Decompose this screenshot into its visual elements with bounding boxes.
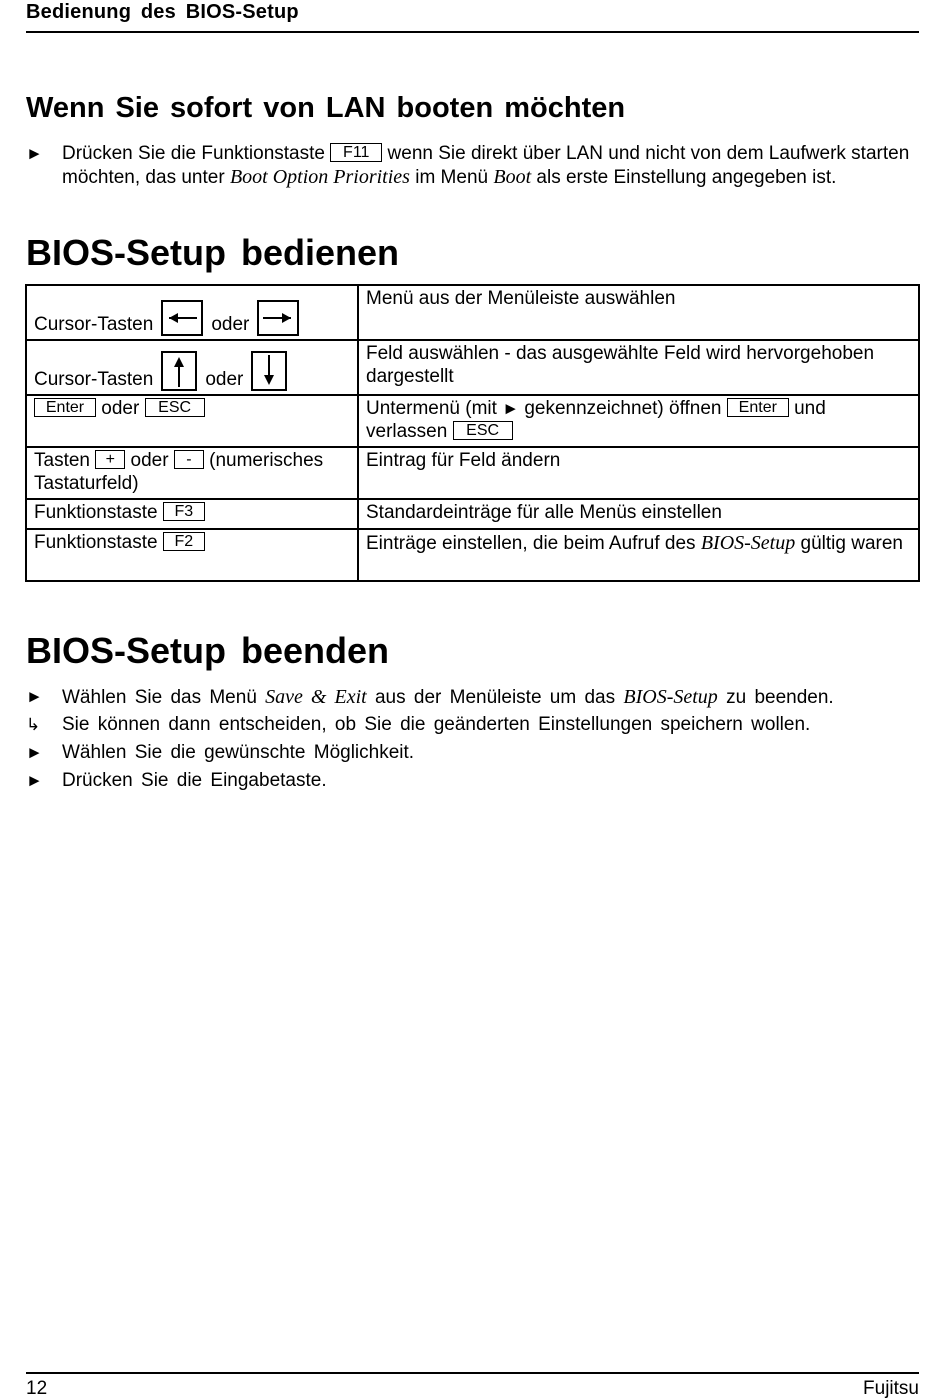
bios-setup-term: BIOS-Setup [623,686,718,708]
boot-option-priorities: Boot Option Priorities [229,165,410,188]
bullet-arrow-icon: ► [26,687,43,706]
row1-right: Menü aus der Menüleiste auswählen [358,285,919,340]
list-item [26,686,834,714]
controls-table [25,284,920,582]
lan-instruction [26,143,921,189]
row6-right-1: Einträge einstellen, die beim Aufruf des [366,533,696,554]
list-item [26,770,834,798]
down-arrow-key-icon [251,351,287,391]
bullet-arrow-icon: ► [26,743,43,762]
table-row [26,447,919,499]
row2-right: Feld auswählen - das ausgewählte Feld wird hervorgehoben dargestellt [358,340,919,395]
key-enter: Enter [727,398,789,417]
page-number: 12 [26,1378,48,1399]
list-item [26,742,834,770]
key-f2: F2 [163,532,205,551]
bios-setup-term: BIOS-Setup [700,532,796,554]
key-f3: F3 [163,502,205,521]
key-plus: + [95,450,125,469]
up-arrow-key-icon [161,351,197,391]
header-title: Bedienung des BIOS-Setup [26,1,299,23]
lan-text-4: als erste Einstellung angegeben ist. [536,166,837,188]
row1-or: oder [211,313,250,335]
row3-or: oder [101,398,140,419]
bullet-arrow-icon: ► [26,144,43,163]
exit-3: Wählen Sie die gewünschte Möglichkeit. [62,742,415,763]
row4-or: oder [130,450,169,471]
key-esc: ESC [145,398,205,417]
exit-2: Sie können dann entscheiden, ob Sie die geänderten Einstellungen speichern wollen. [62,714,811,735]
boot-menu-name: Boot [493,165,532,188]
key-enter: Enter [34,398,96,417]
lan-text-2: wenn Sie direkt über LAN und nicht von dem Laufwerk starten möchten, das unter [62,143,910,188]
row3-right-1: Untermenü (mit [366,398,497,419]
exit-1-c: zu beenden. [726,687,834,708]
bullet-arrow-icon: ► [502,399,520,418]
key-esc: ESC [453,421,513,440]
save-exit-menu: Save & Exit [265,686,367,708]
heading-bios-operate: BIOS-Setup bedienen [26,232,400,273]
table-row [26,529,919,581]
row2-left-label: Cursor-Tasten [34,368,154,390]
row4-left-2: (numerisches Tastaturfeld) [34,450,324,494]
table-row [26,499,919,529]
brand-name: Fujitsu [863,1378,919,1399]
key-minus: - [174,450,204,469]
row6-right-2: gültig waren [800,533,903,554]
right-arrow-key-icon [257,300,299,336]
left-arrow-key-icon [161,300,203,336]
row3-right-3: und verlassen [366,398,826,442]
table-row [26,285,919,340]
running-header [26,0,919,33]
row5-left: Funktionstaste [34,502,158,523]
heading-lan-boot: Wenn Sie sofort von LAN booten möchten [26,92,626,124]
row5-right: Standardeinträge für alle Menüs einstellen [358,499,919,529]
exit-1-a: Wählen Sie das Menü [62,687,257,708]
table-row [26,340,919,395]
row4-left-1: Tasten [34,450,90,471]
list-item [26,714,834,742]
key-f11: F11 [330,143,382,162]
row3-right-2: gekennzeichnet) öffnen [524,398,722,419]
result-arrow-icon: ↳ [26,715,41,734]
exit-1-b: aus der Menüleiste um das [374,687,616,708]
lan-text-3: im Menü [415,166,489,188]
row1-left-label: Cursor-Tasten [34,313,154,335]
table-row [26,395,919,447]
bullet-arrow-icon: ► [26,771,43,790]
page-footer [26,1372,919,1399]
exit-steps [26,686,834,798]
row4-right: Eintrag für Feld ändern [358,447,919,499]
row6-left: Funktionstaste [34,532,158,553]
lan-text-1: Drücken Sie die Funktionstaste [62,143,325,164]
exit-4: Drücken Sie die Eingabetaste. [62,770,327,791]
heading-bios-exit: BIOS-Setup beenden [26,630,390,671]
row2-or: oder [205,368,244,390]
